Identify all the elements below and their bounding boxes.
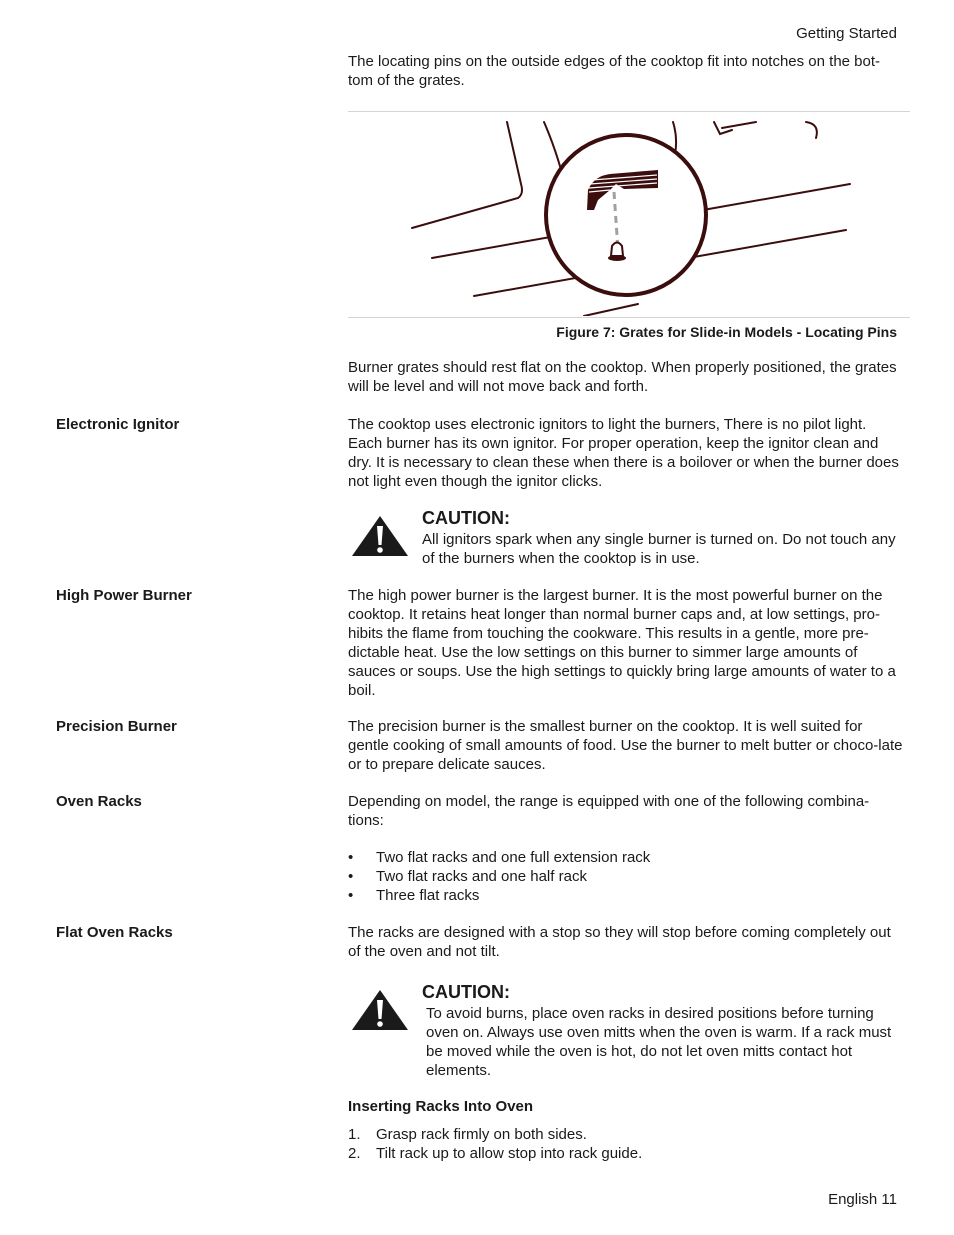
figure-grates-locating-pins — [348, 114, 910, 316]
warning-triangle-icon — [350, 514, 410, 558]
caution-text: All ignitors spark when any single burner is turned on. Do not touch any of the burners when the cooktop is in use. — [422, 531, 896, 567]
magnify-circle — [546, 135, 706, 295]
step-text: Grasp rack firmly on both sides. — [376, 1126, 587, 1143]
list-item: • Two flat racks and one full extension rack — [348, 849, 651, 866]
step-text: Tilt rack up to allow stop into rack guide. — [376, 1145, 643, 1162]
section-text-high-power-burner: The high power burner is the largest burner. It is the most powerful burner on the cooktop. It retains heat longer than normal burner caps and, at low settings, pro-hibits the flame from touching the cookware. This results in a gentle, more pre-dictable heat. Use the low settings on this burner to simmer large amounts of sauces or soups. Use the high settings to quickly bring large amounts of water to a boil. — [348, 587, 896, 699]
bullet-marker: • — [348, 868, 354, 885]
section-label-oven-racks: Oven Racks — [56, 793, 142, 810]
cooktop-line-bottom — [584, 304, 638, 316]
locating-pin — [611, 243, 623, 257]
figure-top-rule — [348, 111, 910, 112]
grate-edge-right — [714, 122, 817, 138]
figure-caption: Figure 7: Grates for Slide-in Models - Locating Pins — [556, 324, 897, 340]
list-item — [348, 1144, 903, 1163]
bullet-marker: • — [348, 849, 354, 866]
intro-paragraph: The locating pins on the outside edges of the cooktop fit into notches on the bot-tom of the grates. — [348, 53, 881, 89]
section-text-oven-racks: Depending on model, the range is equipped with one of the following combina-tions: — [348, 793, 870, 829]
section-label-electronic-ignitor: Electronic Ignitor — [56, 416, 180, 433]
inserting-steps-list — [348, 1125, 903, 1163]
grate-edge-left — [412, 122, 522, 228]
rack-options-list — [348, 848, 903, 905]
grates-paragraph: Burner grates should rest flat on the cooktop. When properly positioned, the grates will be level and will not move back and forth. — [348, 359, 897, 395]
list-item — [348, 1125, 903, 1144]
page-number: English 11 — [828, 1191, 897, 1208]
caution-title: CAUTION: — [422, 982, 510, 1002]
running-header: Getting Started — [796, 25, 897, 42]
bullet-marker: • — [348, 887, 354, 904]
section-label-precision-burner: Precision Burner — [56, 718, 177, 735]
inserting-racks-heading: Inserting Racks Into Oven — [348, 1098, 534, 1115]
section-label-flat-oven-racks: Flat Oven Racks — [56, 924, 173, 941]
caution-text: To avoid burns, place oven racks in desired positions before turning oven on. Always use oven mitts when the oven is warm. If a rack must be moved while the oven is hot, do not let oven mitts contact hot elements. — [426, 1005, 892, 1079]
list-item: • Two flat racks and one half rack — [348, 868, 587, 885]
section-text-precision-burner: The precision burner is the smallest burner on the cooktop. It is well suited for gentle cooking of small amounts of food. Use the burner to melt butter or choco-late or to prepare delicate sauces. — [348, 718, 903, 773]
step-number: 2. — [348, 1145, 361, 1162]
step-number: 1. — [348, 1126, 361, 1143]
list-item: • Three flat racks — [348, 887, 480, 904]
section-text-electronic-ignitor: The cooktop uses electronic ignitors to light the burners, There is no pilot light. Each burner has its own ignitor. For proper operation, keep the ignitor clean and dry. It is necessary to clean these when there is a boilover or when the burner does not light even though the ignitor clicks. — [348, 416, 899, 490]
caution-title: CAUTION: — [422, 508, 510, 528]
figure-bottom-rule — [348, 317, 910, 318]
warning-triangle-icon — [350, 988, 410, 1032]
section-text-flat-oven-racks: The racks are designed with a stop so they will stop before coming completely out of the oven and not tilt. — [348, 924, 891, 960]
section-label-high-power-burner: High Power Burner — [56, 587, 192, 604]
grate-illustration — [348, 114, 910, 316]
